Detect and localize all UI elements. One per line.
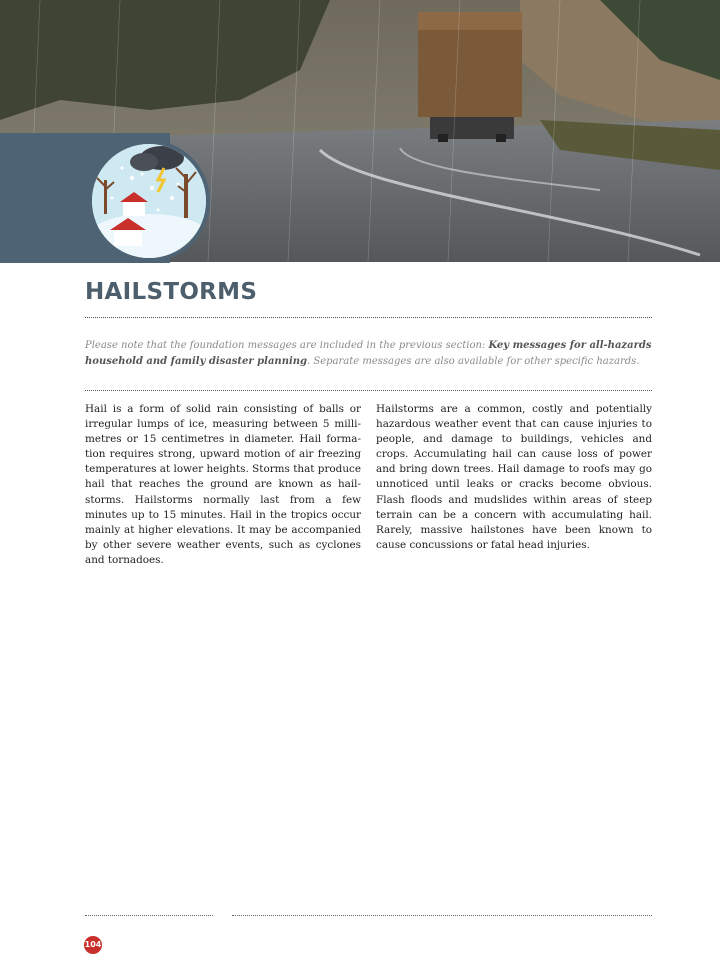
note-prefix: Please note that the foundation messages are included in the previous section:: [85, 340, 489, 351]
body-column-right: Hailstorms are a common, costly and potentially hazardous weather event that can cause injuries to people, and damage to buildings, vehicles and crops. Accumulating hail can cause loss of power and bring down trees. Hail damage to roofs may go unnoticed until leaks or cracks become obvious. Flash floods and mudslides within areas of steep terrain can be a concern with accumulating hail. Rarely, massive hailstones have been known to cause concussions or fatal head injuries.: [376, 403, 652, 551]
hailstorm-icon: [92, 144, 206, 258]
footer-divider: [232, 915, 652, 916]
page-title: HAILSTORMS: [85, 279, 258, 305]
note-bold-reference: Key messages for all-hazards household and family disaster planning: [85, 340, 652, 367]
foundation-note: [85, 338, 652, 370]
footer-divider: [85, 915, 213, 916]
page-number: 104: [84, 936, 102, 954]
note-suffix: . Separate messages are also available for other specific hazards.: [307, 356, 640, 367]
divider: [85, 317, 652, 318]
divider: [85, 390, 652, 391]
body-column-left: Hail is a form of solid rain consisting of balls or irregular lumps of ice, measuring between 5 milli-metres or 15 centimetres in diameter. Hail forma-tion requires strong, upward motion of air freezing temperatures at lower heights. Storms that produce hail that reaches the ground are known as hail-storms. Hailstorms normally last from a few minutes up to 15 minutes. Hail in the tropics occur mainly at higher elevations. It may be accompanied by other severe weather events, such as cyclones and tornadoes.: [85, 403, 361, 566]
